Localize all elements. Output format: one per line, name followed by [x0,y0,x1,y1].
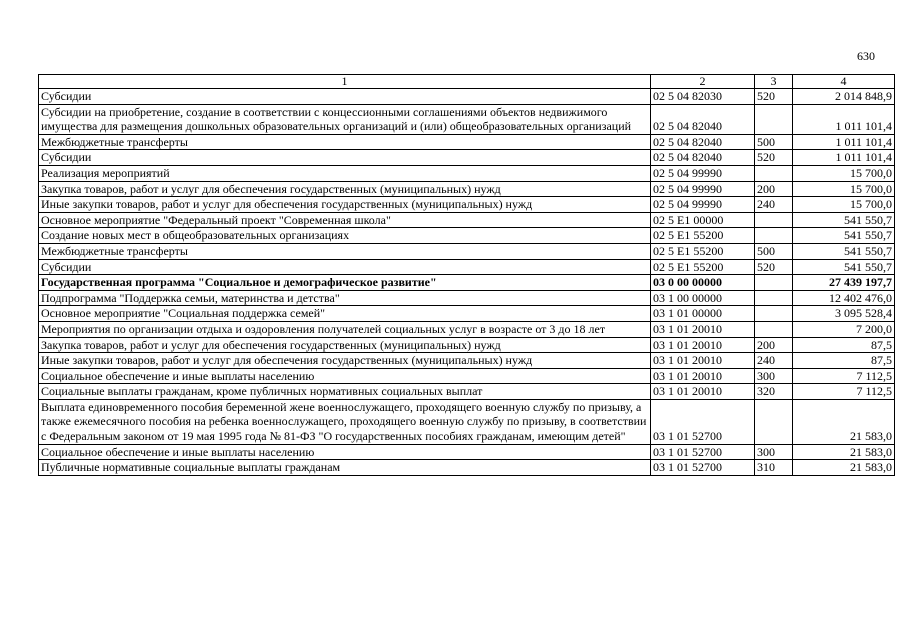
table-row [39,243,895,259]
row-name: Социальные выплаты гражданам, кроме публичных нормативных социальных выплат [39,384,651,400]
table-row [39,89,895,105]
row-type: 300 [755,368,793,384]
table-row [39,368,895,384]
row-amount: 15 700,0 [793,181,895,197]
row-code: 03 1 01 52700 [651,460,755,476]
row-code: 03 1 01 52700 [651,399,755,444]
row-name: Социальное обеспечение и иные выплаты населению [39,444,651,460]
row-amount: 541 550,7 [793,243,895,259]
row-code: 03 1 01 00000 [651,306,755,322]
row-amount: 7 112,5 [793,368,895,384]
row-amount: 7 200,0 [793,321,895,337]
row-type: 500 [755,243,793,259]
row-type: 520 [755,89,793,105]
table-row [39,337,895,353]
header-col-3: 3 [755,75,793,89]
row-name: Основное мероприятие "Федеральный проект "Современная школа" [39,212,651,228]
row-code: 02 5 04 99990 [651,165,755,181]
table-row [39,165,895,181]
row-code: 03 1 01 20010 [651,353,755,369]
row-code: 02 5 04 82030 [651,89,755,105]
row-name: Иные закупки товаров, работ и услуг для обеспечения государственных (муниципальных) нужд [39,353,651,369]
row-name: Закупка товаров, работ и услуг для обеспечения государственных (муниципальных) нужд [39,337,651,353]
row-type [755,275,793,291]
row-amount: 541 550,7 [793,259,895,275]
row-type [755,306,793,322]
row-type: 310 [755,460,793,476]
table-row [39,290,895,306]
row-name: Публичные нормативные социальные выплаты гражданам [39,460,651,476]
row-code: 02 5 E1 55200 [651,228,755,244]
row-code: 02 5 E1 55200 [651,243,755,259]
header-col-2: 2 [651,75,755,89]
row-amount: 1 011 101,4 [793,134,895,150]
table-row [39,134,895,150]
row-code: 02 5 04 99990 [651,197,755,213]
row-amount: 1 011 101,4 [793,104,895,134]
table-row [39,197,895,213]
row-code: 02 5 04 82040 [651,134,755,150]
row-amount: 15 700,0 [793,197,895,213]
row-amount: 21 583,0 [793,444,895,460]
row-code: 03 1 01 20010 [651,384,755,400]
row-name: Субсидии [39,89,651,105]
table-row [39,353,895,369]
row-type [755,399,793,444]
row-type: 520 [755,150,793,166]
row-amount: 541 550,7 [793,212,895,228]
table-row [39,228,895,244]
row-type: 200 [755,337,793,353]
row-name: Субсидии на приобретение, создание в соответствии с концессионными соглашениями объектов недвижимого имущества для размещения дошкольных образовательных организаций и (или) общеобразовательных организаций [39,104,651,134]
row-amount: 21 583,0 [793,460,895,476]
budget-table [38,74,895,476]
row-amount: 27 439 197,7 [793,275,895,291]
row-code: 03 1 01 20010 [651,337,755,353]
row-name: Межбюджетные трансферты [39,243,651,259]
row-name: Закупка товаров, работ и услуг для обеспечения государственных (муниципальных) нужд [39,181,651,197]
table-row [39,306,895,322]
row-type: 520 [755,259,793,275]
header-row [39,75,895,89]
row-type [755,290,793,306]
row-name: Реализация мероприятий [39,165,651,181]
row-code: 02 5 04 99990 [651,181,755,197]
row-name: Субсидии [39,259,651,275]
row-name: Государственная программа "Социальное и демографическое развитие" [39,275,651,291]
row-name: Иные закупки товаров, работ и услуг для обеспечения государственных (муниципальных) нужд [39,197,651,213]
row-name: Межбюджетные трансферты [39,134,651,150]
header-col-4: 4 [793,75,895,89]
row-type: 300 [755,444,793,460]
row-amount: 541 550,7 [793,228,895,244]
table-row [39,460,895,476]
row-amount: 1 011 101,4 [793,150,895,166]
table-row [39,212,895,228]
table-body [39,89,895,476]
row-amount: 7 112,5 [793,384,895,400]
row-type: 500 [755,134,793,150]
row-amount: 3 095 528,4 [793,306,895,322]
table-row [39,275,895,291]
row-amount: 12 402 476,0 [793,290,895,306]
row-type [755,321,793,337]
row-name: Субсидии [39,150,651,166]
row-name: Социальное обеспечение и иные выплаты населению [39,368,651,384]
table-row [39,321,895,337]
row-amount: 21 583,0 [793,399,895,444]
table-row [39,259,895,275]
row-type [755,228,793,244]
table-row [39,399,895,444]
row-name: Основное мероприятие "Социальная поддержка семей" [39,306,651,322]
row-code: 03 1 01 20010 [651,321,755,337]
row-amount: 2 014 848,9 [793,89,895,105]
table-row [39,104,895,134]
table-row [39,181,895,197]
page-number: 630 [857,49,875,63]
row-type: 240 [755,197,793,213]
row-name: Создание новых мест в общеобразовательных организациях [39,228,651,244]
row-amount: 87,5 [793,353,895,369]
table-row [39,444,895,460]
table-row [39,150,895,166]
row-name: Выплата единовременного пособия беременной жене военнослужащего, проходящего военную службу по призыву, а также ежемесячного пособия на ребенка военнослужащего, проходящего военную службу по призыву, в соответствии с Федеральным законом от 19 мая 1995 года № 81-ФЗ "О государственных пособиях гражданам, имеющим детей" [39,399,651,444]
header-col-1: 1 [39,75,651,89]
row-amount: 87,5 [793,337,895,353]
row-code: 02 5 E1 55200 [651,259,755,275]
row-code: 02 5 E1 00000 [651,212,755,228]
row-code: 02 5 04 82040 [651,104,755,134]
row-type: 320 [755,384,793,400]
row-amount: 15 700,0 [793,165,895,181]
row-type [755,104,793,134]
row-type: 200 [755,181,793,197]
row-code: 03 1 01 52700 [651,444,755,460]
row-code: 03 0 00 00000 [651,275,755,291]
row-type: 240 [755,353,793,369]
row-name: Мероприятия по организации отдыха и оздоровления получателей социальных услуг в возрасте от 3 до 18 лет [39,321,651,337]
row-type [755,165,793,181]
row-code: 03 1 00 00000 [651,290,755,306]
row-code: 03 1 01 20010 [651,368,755,384]
row-code: 02 5 04 82040 [651,150,755,166]
row-type [755,212,793,228]
row-name: Подпрограмма "Поддержка семьи, материнства и детства" [39,290,651,306]
table-row [39,384,895,400]
